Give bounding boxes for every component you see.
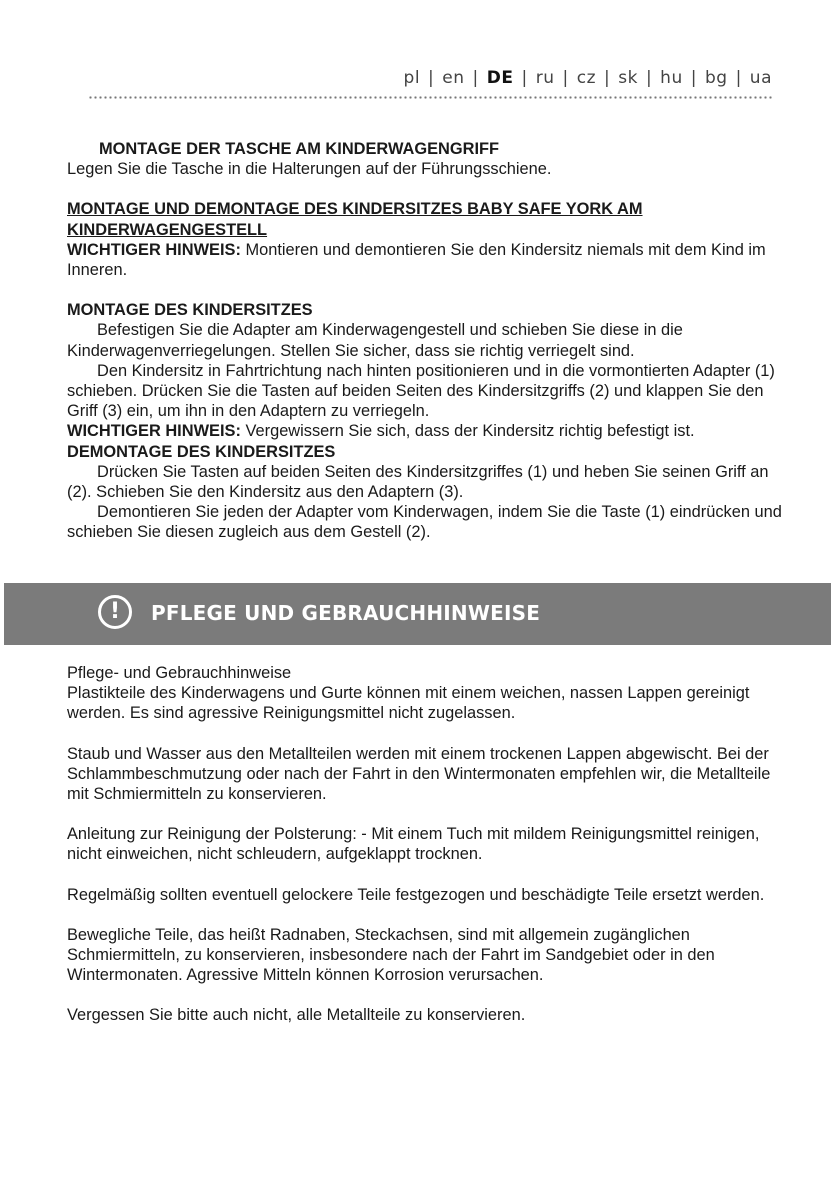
care-paragraph-upholstery: Anleitung zur Reinigung der Polsterung: - Mit einem Tuch mit mildem Reinigungsmittel reinigen, nicht einweichen, nicht schleudern, aufgeklappt trocknen. [67, 825, 760, 864]
lang-ru[interactable]: ru [535, 68, 555, 88]
paragraph-carseat-removal: Drücken Sie Tasten auf beiden Seiten des Kindersitzgriffes (1) und heben Sie seinen Griff an (2). Schieben Sie den Kindersitz aus den Adaptern (3). [67, 462, 769, 502]
note2-text: Vergewissern Sie sich, dass der Kindersitz richtig befestigt ist. [240, 422, 695, 441]
lang-sk[interactable]: sk [618, 68, 638, 88]
lang-en[interactable]: en [442, 68, 465, 88]
language-selector: pl | en | DE | ru | cz | sk | hu | bg | ua [403, 68, 772, 88]
care-paragraph-metal: Staub und Wasser aus den Metallteilen werden mit einem trockenen Lappen abgewischt. Bei der Schlammbeschmutzung oder nach der Fahrt in den Wintermonaten empfehlen wir, die Metallteile mit Schmiermitteln zu konservieren. [67, 744, 771, 804]
note2-label: WICHTIGER HINWEIS: [67, 422, 241, 441]
lang-pl[interactable]: pl [403, 68, 421, 88]
care-paragraph-reminder: Vergessen Sie bitte auch nicht, alle Metallteile zu konservieren. [67, 1006, 526, 1025]
lang-de[interactable]: DE [486, 68, 514, 88]
dotted-divider [88, 96, 772, 99]
paragraph-adapter-removal: Demontieren Sie jeden der Adapter vom Kinderwagen, indem Sie die Taste (1) eindrücken und schieben Sie diesen zugleich aus dem Gestell (2). [67, 503, 782, 542]
note-label: WICHTIGER HINWEIS: [67, 240, 241, 259]
assembly-section [67, 139, 787, 543]
paragraph-carseat-position: Den Kindersitz in Fahrtrichtung nach hinten positionieren und in die vormontierten Adapter (1) schieben. Drücken Sie die Tasten auf beiden Seiten des Kindersitzgriffs (2) und klappen Sie den Griff (3) ein, um ihn in den Adaptern zu verriegeln. [67, 361, 775, 421]
care-section [67, 663, 787, 1026]
note-text: Montieren und demontieren Sie den Kindersitz niemals mit dem Kind im Inneren. [67, 240, 766, 280]
important-note [67, 240, 787, 280]
paragraph-bag-mounting: Legen Sie die Tasche in die Halterungen auf der Führungsschiene. [67, 160, 552, 179]
care-paragraph-plastic: Plastikteile des Kinderwagens und Gurte können mit einem weichen, nassen Lappen gereinigt werden. Es sind agressive Reinigungsmittel nicht zugelassen. [67, 684, 750, 723]
paragraph-adapter-mounting: Befestigen Sie die Adapter am Kinderwagengestell und schieben Sie diese in die Kinderwagenverriegelungen. Stellen Sie sicher, dass sie richtig verriegelt sind. [67, 321, 683, 360]
banner-title: PFLEGE UND GEBRAUCHHINWEISE [151, 601, 541, 625]
heading-bag-mounting: MONTAGE DER TASCHE AM KINDERWAGENGRIFF [99, 140, 500, 158]
lang-ua[interactable]: ua [749, 68, 772, 88]
lang-bg[interactable]: bg [704, 68, 728, 88]
exclamation-icon: ! [98, 595, 132, 629]
care-paragraph-parts: Regelmäßig sollten eventuell gelockere Teile festgezogen und beschädigte Teile ersetzt werden. [67, 885, 765, 904]
heading-carseat-assembly: MONTAGE DES KINDERSITZES [67, 301, 313, 320]
care-banner [4, 583, 831, 645]
important-note-2 [67, 421, 787, 441]
care-intro-title: Pflege- und Gebrauchhinweise [67, 664, 292, 682]
heading-carseat-mounting: MONTAGE UND DEMONTAGE DES KINDERSITZES BABY SAFE YORK AM KINDERWAGENGESTELL [67, 200, 643, 239]
lang-hu[interactable]: hu [660, 68, 683, 88]
care-paragraph-moving-parts: Bewegliche Teile, das heißt Radnaben, Steckachsen, sind mit allgemein zugänglichen Schmiermitteln, zu konservieren, insbesondere nach der Fahrt im Sandgebiet oder in den Wintermonaten. Agressive Mitteln können Korrosion verursachen. [67, 925, 715, 985]
heading-carseat-removal: DEMONTAGE DES KINDERSITZES [67, 442, 336, 461]
lang-cz[interactable]: cz [576, 68, 596, 88]
